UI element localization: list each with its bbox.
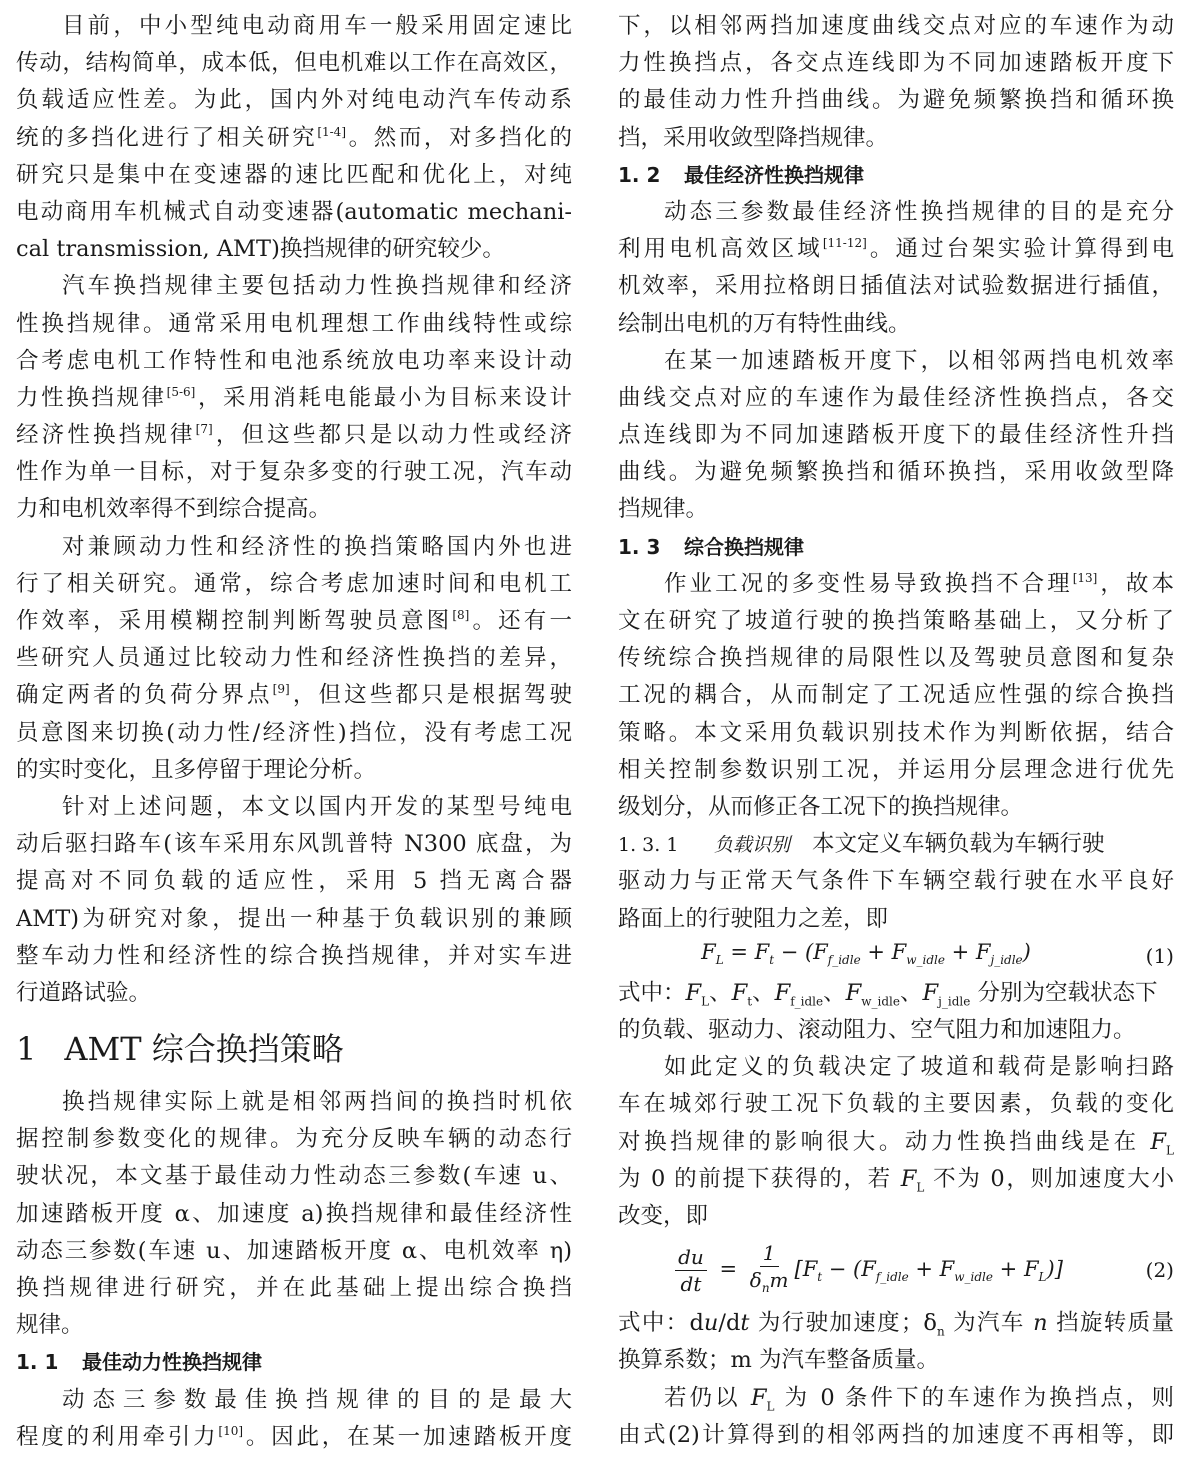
text-line: 性换挡规律。通常采用电机理想工作曲线特性或综 [16, 310, 572, 337]
subsubsection-title: 负载识别 [714, 834, 791, 857]
text-line: 行了相关研究。通常，综合考虑加速时间和电机工 [16, 570, 572, 597]
text-line: 动后驱扫路车(该车采用东风凯普特 N300 底盘，为 [16, 831, 572, 858]
text-line: 换挡规律进行研究，并在此基础上提出综合换挡 [16, 1275, 572, 1301]
text-line: 些研究人员通过比较动力性和经济性换挡的差异， [16, 645, 572, 672]
text-line: 负载适应性差。为此，国内外对纯电动汽车传动系 [16, 87, 572, 114]
text-line: 力性换挡点，各交点连线即为不同加速踏板开度下 [618, 50, 1174, 77]
citation: [7] [195, 422, 213, 437]
text-line: 的最佳动力性升挡曲线。为避免频繁换挡和循环换 [618, 87, 1174, 114]
text-line: 性作为单一目标，对于复杂多变的行驶工况，汽车动 [16, 459, 572, 486]
text-line: 式中：$F_L$、$F_t$、$F_{f\_idle}$、$F_{w\_idle}$、$F_{j\_idle}$ 分别为空载状态下 [618, 979, 1158, 1009]
text-line: 利用电机高效区域[11-12]。通过台架实验计算得到电 [618, 236, 1174, 263]
text-line: 提高对不同负载的适应性，采用 5 挡无离合器 [16, 868, 572, 895]
left-column [16, 8, 572, 1456]
text-line: 对换挡规律的影响很大。动力性换挡曲线是在 $F_L$ [618, 1128, 1174, 1158]
equation-number: (2) [1145, 1257, 1174, 1282]
equation-2 [618, 1235, 1174, 1305]
text-line: 点连线即为不同加速踏板开度下的最佳经济性升挡 [618, 422, 1174, 449]
text-line: 统的多挡化进行了相关研究[1-4]。然而，对多挡化的 [16, 124, 572, 151]
equation-body: $\frac{du}{dt}$ = $\frac{1}{\delta_nm}$ $[F_t - (F_{f\_idle} + F_{w\_idle} + F_L)]$ [618, 1240, 1114, 1301]
text-line: 的实时变化，且多停留于理论分析。 [16, 756, 377, 783]
equation-body: $F_L = F_t - (F_{f\_idle} + F_{w\_idle} + F_{j\_idle})$ [701, 939, 1031, 967]
text-line: 的负载、驱动力、滚动阻力、空气阻力和加速阻力。 [618, 1017, 1136, 1044]
text-line: cal transmission, AMT)换挡规律的研究较少。 [16, 236, 505, 263]
subsection-heading: 1. 1 最佳动力性换挡规律 [16, 1350, 262, 1375]
text-line: 传统综合换挡规律的局限性以及驾驶员意图和复杂 [618, 645, 1174, 672]
text-line: 动态三参数最佳换挡规律的目的是最大 [62, 1386, 572, 1413]
text-line: 动态三参数最佳经济性换挡规律的目的是充分 [664, 198, 1174, 225]
citation: [5-6] [166, 384, 196, 399]
text-line: 员意图来切换(动力性/经济性)挡位，没有考虑工况 [16, 719, 572, 746]
text-line: 相关控制参数识别工况，并运用分层理念进行优先 [618, 756, 1174, 783]
text-line: 作效率，采用模糊控制判断驾驶员意图[8]。还有一 [16, 608, 572, 634]
citation: [8] [452, 608, 470, 622]
text-line: 驱动力与正常天气条件下车辆空载行驶在水平良好 [618, 868, 1174, 895]
text-line: 如此定义的负载决定了坡道和载荷是影响扫路 [664, 1054, 1174, 1081]
text-line: 针对上述问题，本文以国内开发的某型号纯电 [62, 793, 572, 820]
text-line: 确定两者的负荷分界点[9]，但这些都只是根据驾驶 [16, 682, 572, 709]
text-line: 传动，结构简单，成本低，但电机难以工作在高效区， [16, 50, 572, 77]
text-line: 路面上的行驶阻力之差，即 [618, 905, 889, 932]
citation: [11-12] [822, 236, 867, 251]
text-line: 曲线交点对应的车速作为最佳经济性换挡点，各交 [618, 384, 1174, 411]
text-line: 汽车换挡规律主要包括动力性换挡规律和经济 [62, 273, 572, 300]
text-line: 整车动力性和经济性的综合换挡规律，并对实车进 [16, 942, 572, 969]
text-line: 目前，中小型纯电动商用车一般采用固定速比 [62, 13, 572, 39]
text-line: 动态三参数(车速 u、加速踏板开度 α、电机效率 η) [16, 1237, 572, 1264]
citation: [13] [1072, 570, 1098, 585]
text-line: 绘制出电机的万有特性曲线。 [618, 310, 911, 337]
text-line: 工况的耦合，从而制定了工况适应性强的综合换挡 [618, 682, 1174, 709]
text-line: 级划分，从而修正各工况下的换挡规律。 [618, 793, 1024, 820]
text-line: 挡，采用收敛型降挡规律。 [618, 124, 889, 151]
text-line: 驶状况，本文基于最佳动力性动态三参数(车速 u、 [16, 1163, 572, 1190]
equation-number: (1) [1145, 943, 1174, 968]
text-line: 若仍以 $F_L$ 为 0 条件下的车速作为换挡点，则 [664, 1384, 1174, 1414]
text-line: AMT)为研究对象，提出一种基于负载识别的兼顾 [16, 905, 572, 932]
text-line: 力性换挡规律[5-6]，采用消耗电能最小为目标来设计 [16, 384, 572, 411]
text-line: 改变，即 [618, 1203, 709, 1229]
text-line: 式中：du/dt 为行驶加速度；$\delta_n$ 为汽车 n 挡旋转质量 [618, 1310, 1174, 1339]
citation: [1-4] [317, 124, 346, 139]
subsection-heading: 1. 2 最佳经济性换挡规律 [618, 162, 864, 187]
text-line: 规律。 [16, 1312, 84, 1339]
text-line: 下，以相邻两挡加速度曲线交点对应的车速作为动 [618, 13, 1174, 39]
section-heading: 1 AMT 综合换挡策略 [16, 1030, 344, 1069]
text-line: 文在研究了坡道行驶的换挡策略基础上，又分析了 [618, 608, 1174, 634]
text-line: 加速踏板开度 α、加速度 a)换挡规律和最佳经济性 [16, 1200, 572, 1227]
text-line: 曲线。为避免频繁换挡和循环换挡，采用收敛型降 [618, 459, 1174, 486]
text-line: 研究只是集中在变速器的速比匹配和优化上，对纯 [16, 161, 572, 188]
text-line: 合考虑电机工作特性和电池系统放电功率来设计动 [16, 347, 572, 374]
text-line: 经济性换挡规律[7]，但这些都只是以动力性或经济 [16, 422, 572, 449]
text-line: 为 0 的前提下获得的，若 $F_L$ 不为 0，则加速度大小 [618, 1165, 1174, 1195]
text-line: 由式(2)计算得到的相邻两挡的加速度不再相等，即 [618, 1421, 1174, 1448]
text-line: 车在城郊行驶工况下负载的主要因素，负载的变化 [618, 1091, 1174, 1118]
text-line: 机效率，采用拉格朗日插值法对试验数据进行插值， [618, 273, 1174, 300]
text-line: 行道路试验。 [16, 979, 152, 1006]
text-line: 策略。本文采用负载识别技术作为判断依据，结合 [618, 719, 1174, 746]
text-line: 对兼顾动力性和经济性的换挡策略国内外也进 [62, 533, 572, 560]
text-line: 程度的利用牵引力[10]。因此，在某一加速踏板开度 [16, 1423, 572, 1450]
text-line: 换挡规律实际上就是相邻两挡间的换挡时机依 [62, 1089, 572, 1116]
subsection-heading: 1. 3 综合换挡规律 [618, 534, 804, 559]
text-line: 力和电机效率得不到综合提高。 [16, 496, 332, 523]
citation: [9] [272, 682, 290, 697]
text-line: 电动商用车机械式自动变速器(automatic mechani- [16, 198, 572, 225]
citation: [10] [218, 1423, 244, 1438]
text-line: 在某一加速踏板开度下，以相邻两挡电机效率 [664, 347, 1174, 374]
text-line: 挡规律。 [618, 496, 709, 523]
text-line: 据控制参数变化的规律。为充分反映车辆的动态行 [16, 1126, 572, 1153]
subsubsection-line: 1. 3. 1 负载识别 本文定义车辆负载为车辆行驶 [618, 831, 1105, 858]
equation-1 [618, 938, 1174, 975]
text-line: 作业工况的多变性易导致换挡不合理[13]，故本 [664, 570, 1174, 597]
right-column [618, 8, 1174, 1454]
text-line: 换算系数；m 为汽车整备质量。 [618, 1347, 939, 1374]
